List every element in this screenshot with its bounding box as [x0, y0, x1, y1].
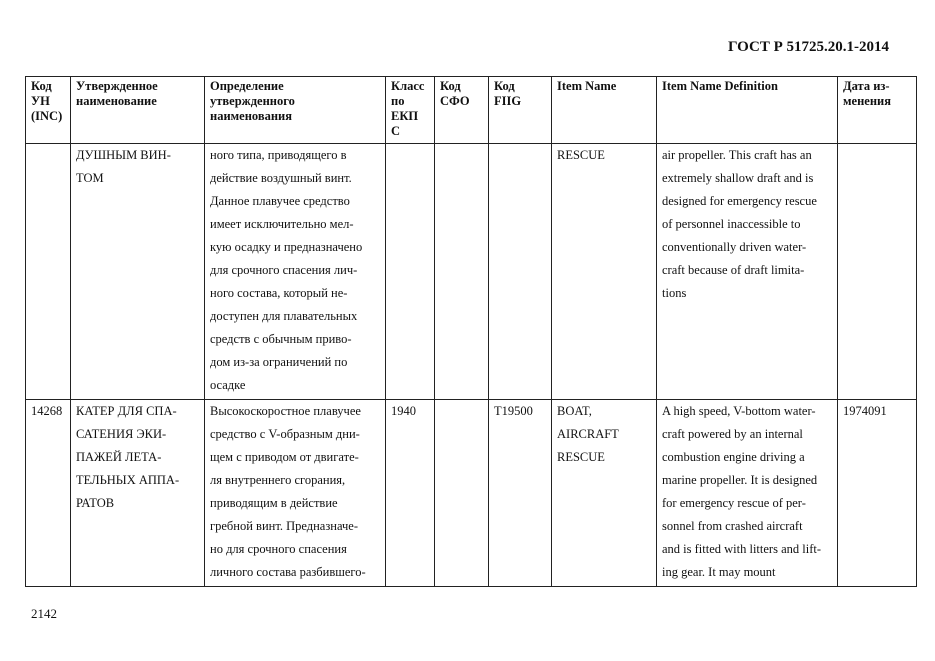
catalog-table	[25, 76, 917, 587]
cell-change-date	[838, 144, 917, 400]
text-line: средство с V-образным дни-	[210, 427, 360, 441]
header-label-line: Утвержденное	[76, 79, 158, 93]
text-line: AIRCRAFT	[557, 427, 619, 441]
text-line: and is fitted with litters and lift-	[662, 542, 821, 556]
text-line: for emergency rescue of per-	[662, 496, 806, 510]
col-header-approved-name	[71, 77, 205, 144]
text-line: ДУШНЫМ ВИН-	[76, 148, 171, 162]
cell-item-name	[552, 144, 657, 400]
cell-class: 1940	[386, 400, 435, 587]
text-line: кую осадку и предназначено	[210, 240, 363, 254]
header-label-line: Код	[31, 79, 52, 93]
text-line: air propeller. This craft has an	[662, 148, 812, 162]
text-line: личного состава разбившего-	[210, 565, 366, 579]
table-row	[26, 400, 917, 587]
col-header-item-definition	[657, 77, 838, 144]
cell-sfo	[435, 144, 489, 400]
header-label-line: (INC)	[31, 109, 63, 123]
page-number: 2142	[31, 606, 57, 621]
text-line: RESCUE	[557, 148, 605, 162]
text-line: of personnel inaccessible to	[662, 217, 801, 231]
text-line: RESCUE	[557, 450, 605, 464]
text-line: доступен для плавательных	[210, 309, 358, 323]
text-line: дом из-за ограничений по	[210, 355, 348, 369]
header-label-line: наименование	[76, 94, 157, 108]
text-line: имеет исключительно мел-	[210, 217, 354, 231]
cell-inc: 14268	[26, 400, 71, 587]
col-header-definition	[205, 77, 386, 144]
text-line: ТОМ	[76, 171, 104, 185]
header-label-line: Дата из-	[843, 79, 890, 93]
text-line: приводящим в действие	[210, 496, 338, 510]
cell-fiig: T19500	[489, 400, 552, 587]
text-line: для срочного спасения лич-	[210, 263, 358, 277]
cell-class	[386, 144, 435, 400]
header-row	[26, 77, 917, 144]
header-label-line: ЕКП	[391, 109, 419, 123]
header-label-line: FIIG	[494, 94, 522, 108]
col-header-change-date	[838, 77, 917, 144]
header-label-line: Код	[494, 79, 515, 93]
cell-item-name	[552, 400, 657, 587]
cell-inc	[26, 144, 71, 400]
text-line: действие воздушный винт.	[210, 171, 352, 185]
header-label-line: Определение	[210, 79, 284, 93]
cell-change-date: 1974091	[838, 400, 917, 587]
cell-definition	[205, 400, 386, 587]
text-line: designed for emergency rescue	[662, 194, 817, 208]
col-header-sfo	[435, 77, 489, 144]
text-line: но для срочного спасения	[210, 542, 347, 556]
cell-item-definition	[657, 400, 838, 587]
text-line: РАТОВ	[76, 496, 115, 510]
text-line: САТЕНИЯ ЭКИ-	[76, 427, 167, 441]
text-line: средств с обычным приво-	[210, 332, 352, 346]
cell-fiig	[489, 144, 552, 400]
header-label-line: С	[391, 124, 401, 138]
text-line: ПАЖЕЙ ЛЕТА-	[76, 450, 162, 464]
text-line: щем с приводом от двигате-	[210, 450, 359, 464]
cell-definition	[205, 144, 386, 400]
text-line: ing gear. It may mount	[662, 565, 776, 579]
text-line: craft because of draft limita-	[662, 263, 805, 277]
header-label-line: менения	[843, 94, 891, 108]
text-line: ного типа, приводящего в	[210, 148, 347, 162]
text-line: Данное плавучее средство	[210, 194, 350, 208]
header-label-line: утвержденного	[210, 94, 295, 108]
header-label-line: наименования	[210, 109, 293, 123]
col-header-class	[386, 77, 435, 144]
header-label-line: по	[391, 94, 405, 108]
text-line: tions	[662, 286, 687, 300]
text-line: ТЕЛЬНЫХ АППА-	[76, 473, 180, 487]
cell-approved-name	[71, 144, 205, 400]
text-line: ля внутреннего сгорания,	[210, 473, 346, 487]
header-label-line: Код	[440, 79, 461, 93]
text-line: extremely shallow draft and is	[662, 171, 814, 185]
cell-approved-name	[71, 400, 205, 587]
standard-number: ГОСТ Р 51725.20.1-2014	[727, 39, 889, 55]
col-header-item-name	[552, 77, 657, 144]
text-line: craft powered by an internal	[662, 427, 803, 441]
header-label-line: Класс	[391, 79, 425, 93]
header-label-line: Item Name	[557, 79, 617, 93]
text-line: BOAT,	[557, 404, 592, 418]
text-line: conventionally driven water-	[662, 240, 807, 254]
header-label-line: УН	[31, 94, 50, 108]
text-line: combustion engine driving a	[662, 450, 805, 464]
text-line: КАТЕР ДЛЯ СПА-	[76, 404, 177, 418]
cell-sfo	[435, 400, 489, 587]
col-header-fiig	[489, 77, 552, 144]
text-line: Высокоскоростное плавучее	[210, 404, 361, 418]
text-line: sonnel from crashed aircraft	[662, 519, 803, 533]
header-label-line: СФО	[440, 94, 470, 108]
text-line: marine propeller. It is designed	[662, 473, 818, 487]
col-header-inc	[26, 77, 71, 144]
table-row	[26, 144, 917, 400]
text-line: A high speed, V-bottom water-	[662, 404, 816, 418]
text-line: осадке	[210, 378, 246, 392]
text-line: ного состава, который не-	[210, 286, 348, 300]
header-label-line: Item Name Definition	[662, 79, 778, 93]
cell-item-definition	[657, 144, 838, 400]
text-line: гребной винт. Предназначе-	[210, 519, 359, 533]
